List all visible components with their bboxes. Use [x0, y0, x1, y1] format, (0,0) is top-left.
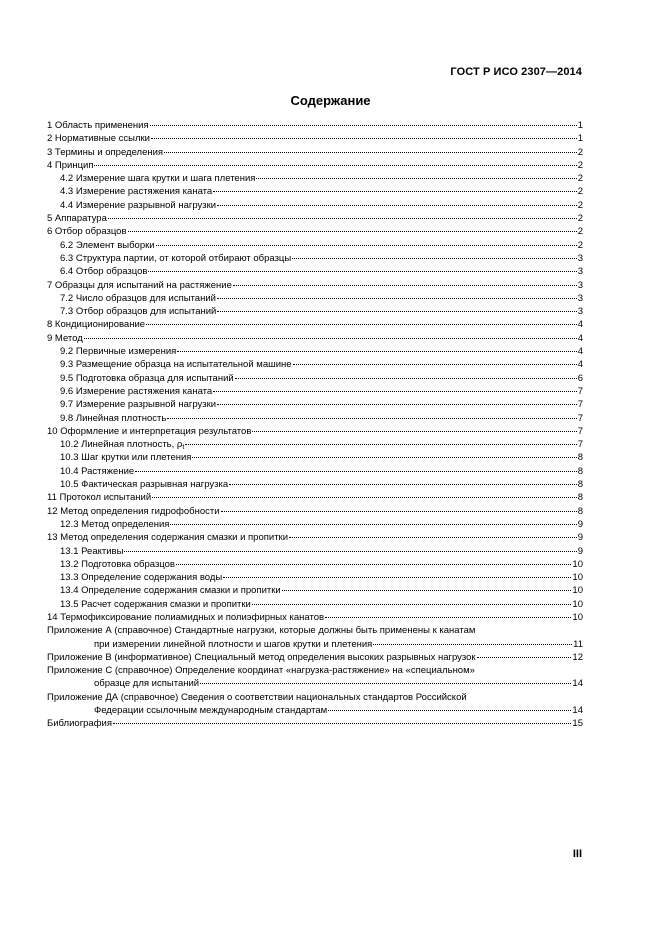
- toc-entry[interactable]: [47, 185, 583, 198]
- toc-entry-label: [47, 212, 107, 225]
- dot-leader: [233, 285, 577, 286]
- dot-leader: [128, 231, 577, 232]
- toc-entry[interactable]: [47, 598, 583, 611]
- toc-entry-text: 8 Кондиционирование: [47, 319, 146, 331]
- dot-leader: [135, 471, 577, 472]
- toc-entry[interactable]: [47, 132, 583, 145]
- toc-entry-text: 6.2 Элемент выборки: [60, 239, 155, 251]
- toc-entry[interactable]: [47, 717, 583, 730]
- toc-entry-page: 2: [577, 186, 583, 198]
- toc-entry-text: Приложение С (справочное) Определение координат «нагрузка-растяжение» на «специальном»: [47, 665, 475, 677]
- toc-entry-text: 1 Область применения: [47, 120, 149, 131]
- toc-entry[interactable]: [47, 159, 583, 172]
- dot-leader: [217, 311, 576, 312]
- toc-entry-label: [47, 159, 93, 172]
- dot-leader: [252, 431, 576, 432]
- dot-leader: [150, 125, 577, 126]
- toc-entry[interactable]: [47, 505, 583, 518]
- toc-entry-text: 6.4 Отбор образцов: [60, 266, 148, 278]
- toc-entry-label: [47, 505, 220, 518]
- toc-entry[interactable]: [47, 478, 583, 491]
- toc-entry-text: 3 Термины и определения: [47, 146, 164, 158]
- toc-entry[interactable]: [47, 225, 583, 238]
- dot-leader: [113, 723, 571, 724]
- toc-entry-text: 11 Протокол испытаний: [47, 492, 152, 504]
- toc-entry-page: 7: [577, 439, 583, 451]
- toc-entry[interactable]: [47, 279, 583, 292]
- toc-entry-label: [60, 199, 216, 212]
- toc-entry-label: [60, 584, 281, 597]
- toc-entry-label: [47, 332, 83, 345]
- toc-entry-text: 10.4 Растяжение: [60, 465, 135, 477]
- toc-entry-label: [60, 292, 216, 305]
- dot-leader: [328, 710, 571, 711]
- toc-entry-label: [60, 558, 175, 571]
- toc-entry-page: 4: [577, 346, 583, 358]
- toc-entry[interactable]: [47, 305, 583, 318]
- toc-entry[interactable]: [47, 611, 583, 624]
- toc-entry-text: 13.4 Определение содержания смазки и пропитки: [60, 585, 281, 597]
- toc-entry-label: [60, 265, 147, 278]
- toc-entry-text: Библиография: [47, 718, 112, 730]
- toc-entry-text: 4 Принцип: [47, 159, 94, 171]
- toc-entry[interactable]: [47, 425, 583, 438]
- toc-entry-page: 12: [572, 651, 583, 663]
- toc-entry-label: [60, 172, 255, 185]
- dot-leader: [229, 484, 577, 485]
- toc-entry-text: при измерении линейной плотности и шагов крутки и плетения: [94, 638, 373, 650]
- toc-entry[interactable]: [47, 265, 583, 278]
- toc-entry-page: 4: [577, 332, 583, 344]
- toc-entry-label: [47, 691, 583, 704]
- dot-leader: [94, 165, 576, 166]
- toc-entry-page: 6: [577, 372, 583, 384]
- toc-entry[interactable]: [47, 146, 583, 159]
- dot-leader: [217, 298, 577, 299]
- toc-entry-label: [47, 225, 127, 238]
- toc-entry-label: [60, 451, 191, 464]
- toc-entry-page: 14: [572, 678, 583, 690]
- dot-leader: [223, 577, 571, 578]
- toc-entry[interactable]: [47, 438, 583, 451]
- toc-entry[interactable]: [47, 239, 583, 252]
- dot-leader: [192, 457, 576, 458]
- toc-entry-page: 3: [577, 266, 583, 278]
- toc-entry-text: Приложение А (справочное) Стандартные нагрузки, которые должны быть применены к канатам: [47, 625, 476, 637]
- dot-leader: [282, 590, 572, 591]
- toc-entry[interactable]: [47, 385, 583, 398]
- toc-entry-page: 9: [577, 532, 583, 544]
- toc-entry-label: [47, 717, 112, 730]
- toc-entry[interactable]: [47, 651, 583, 664]
- toc-entry[interactable]: [47, 571, 583, 584]
- toc-entry[interactable]: [47, 691, 583, 704]
- toc-entry[interactable]: [47, 518, 583, 531]
- toc-entry-text: 9.6 Измерение растяжения каната: [60, 385, 213, 397]
- toc-entry-label: [47, 491, 151, 504]
- toc-entry-page: 8: [577, 492, 583, 504]
- toc-entry[interactable]: [47, 412, 583, 425]
- toc-entry-page: 2: [577, 159, 583, 171]
- dot-leader: [213, 191, 577, 192]
- toc-entry-text: 9.8 Линейная плотность: [60, 412, 167, 424]
- toc-entry-text: Приложение В (информативное) Специальный метод определения высоких разрывных нагрузок: [47, 651, 476, 663]
- toc-entry-page: 15: [572, 718, 583, 730]
- toc-entry-text: 7 Образцы для испытаний на растяжение: [47, 279, 232, 291]
- toc-entry[interactable]: [47, 345, 583, 358]
- toc-entry-label: [94, 638, 372, 651]
- toc-entry[interactable]: [47, 252, 583, 265]
- toc-entry-label: [60, 571, 222, 584]
- toc-entry-subscript: t: [182, 444, 185, 452]
- toc-entry-page: 3: [577, 252, 583, 264]
- toc-entry-page: 7: [577, 385, 583, 397]
- toc-entry-page: 3: [577, 292, 583, 304]
- toc-entry[interactable]: [47, 212, 583, 225]
- toc-entry-label: [60, 185, 212, 198]
- toc-entry[interactable]: [47, 372, 583, 385]
- toc-entry-label: [60, 252, 291, 265]
- dot-leader: [152, 497, 577, 498]
- dot-leader: [156, 245, 577, 246]
- toc-entry-text: 7.2 Число образцов для испытаний: [60, 292, 216, 304]
- toc-entry-page: 2: [577, 146, 583, 158]
- toc-entry-label: [60, 358, 292, 371]
- toc-entry-text: 9.5 Подготовка образца для испытаний: [60, 372, 234, 384]
- toc-entry[interactable]: [47, 451, 583, 464]
- dot-leader: [146, 324, 577, 325]
- toc-entry-page: 2: [577, 226, 583, 238]
- toc-entry-label: [60, 465, 134, 478]
- dot-leader: [292, 258, 577, 259]
- toc-entry[interactable]: [47, 332, 583, 345]
- toc-entry-text: 10.3 Шаг крутки или плетения: [60, 452, 192, 464]
- dot-leader: [217, 404, 577, 405]
- toc-entry[interactable]: [47, 638, 583, 651]
- toc-entry-text: образце для испытаний: [94, 678, 200, 690]
- toc-entry-label: [47, 132, 150, 145]
- document-code: ГОСТ Р ИСО 2307—2014: [450, 66, 582, 78]
- dot-leader: [293, 364, 577, 365]
- dot-leader: [200, 683, 571, 684]
- toc-entry-text: 10.5 Фактическая разрывная нагрузка: [60, 479, 229, 491]
- toc-entry-text: 9.7 Измерение разрывной нагрузки: [60, 399, 217, 411]
- toc-entry-page: 1: [577, 133, 583, 145]
- toc-entry[interactable]: [47, 398, 583, 411]
- toc-entry-page: 10: [572, 572, 583, 584]
- toc-entry[interactable]: [47, 677, 583, 690]
- toc-entry-label: [60, 345, 176, 358]
- dot-leader: [213, 391, 577, 392]
- dot-leader: [185, 444, 576, 445]
- page-number: III: [572, 848, 582, 860]
- toc-entry-page: 2: [577, 173, 583, 185]
- dot-leader: [84, 338, 577, 339]
- toc-entry-text: 13 Метод определения содержания смазки и пропитки: [47, 532, 289, 544]
- toc-entry-text: 9.3 Размещение образца на испытательной машине: [60, 359, 292, 371]
- toc-entry-text: 2 Нормативные ссылки: [47, 133, 150, 145]
- toc-entry[interactable]: [47, 624, 583, 637]
- toc-entry-page: 10: [572, 611, 583, 623]
- toc-entry-page: 1: [577, 120, 583, 131]
- dot-leader: [289, 537, 577, 538]
- toc-entry[interactable]: [47, 358, 583, 371]
- toc-entry-page: 4: [577, 319, 583, 331]
- toc-entry-label: [60, 412, 166, 425]
- dot-leader: [217, 205, 577, 206]
- toc-entry[interactable]: [47, 491, 583, 504]
- toc-entry-text: 4.3 Измерение растяжения каната: [60, 186, 213, 198]
- toc-entry-text: 10 Оформление и интерпретация результатов: [47, 425, 252, 437]
- toc-entry-page: 3: [577, 306, 583, 318]
- toc-entry-text: 12 Метод определения гидрофобности: [47, 505, 220, 517]
- toc-entry-page: 8: [577, 505, 583, 517]
- toc-entry-text: 13.3 Определение содержания воды: [60, 572, 223, 584]
- toc-entry-page: 4: [577, 359, 583, 371]
- dot-leader: [108, 218, 577, 219]
- toc-entry[interactable]: [47, 558, 583, 571]
- toc-entry-page: 2: [577, 239, 583, 251]
- toc-entry[interactable]: [47, 292, 583, 305]
- toc-entry-page: 9: [577, 545, 583, 557]
- toc-entry-text: 6.3 Структура партии, от которой отбирают образцы: [60, 252, 292, 264]
- table-of-contents: [47, 119, 583, 731]
- dot-leader: [151, 138, 577, 139]
- toc-entry-text: 9 Метод: [47, 332, 83, 344]
- dot-leader: [170, 524, 576, 525]
- toc-entry-text: 4.4 Измерение разрывной нагрузки: [60, 199, 217, 211]
- toc-entry-label: [47, 624, 583, 637]
- toc-entry-text: 13.1 Реактивы: [60, 545, 124, 557]
- toc-entry[interactable]: [47, 119, 583, 132]
- toc-entry-page: 8: [577, 452, 583, 464]
- dot-leader: [252, 604, 572, 605]
- toc-entry-label: [47, 611, 324, 624]
- dot-leader: [325, 617, 571, 618]
- toc-entry-label: [60, 372, 234, 385]
- dot-leader: [167, 418, 576, 419]
- dot-leader: [221, 511, 577, 512]
- toc-entry-text: 9.2 Первичные измерения: [60, 346, 177, 358]
- toc-entry-text: 12.3 Метод определения: [60, 518, 170, 530]
- toc-entry-page: 2: [577, 213, 583, 225]
- toc-entry-text: 10.2 Линейная плотность, ρ: [60, 439, 183, 451]
- toc-entry-label: [94, 677, 199, 690]
- dot-leader: [177, 351, 576, 352]
- dot-leader: [176, 564, 571, 565]
- toc-entry-page: 9: [577, 518, 583, 530]
- toc-entry-label: [60, 398, 216, 411]
- toc-entry-page: 10: [572, 558, 583, 570]
- toc-entry-label: [60, 478, 228, 491]
- toc-entry-label: [47, 318, 145, 331]
- toc-entry[interactable]: [47, 545, 583, 558]
- toc-entry-label: [60, 598, 251, 611]
- dot-leader: [373, 644, 572, 645]
- page-title: Содержание: [290, 93, 371, 108]
- toc-entry[interactable]: [47, 531, 583, 544]
- toc-entry-label: [47, 651, 476, 664]
- toc-entry-label: [47, 146, 163, 159]
- toc-entry-label: [47, 119, 149, 132]
- toc-entry-label: [60, 518, 169, 531]
- dot-leader: [477, 657, 572, 658]
- toc-entry[interactable]: [47, 465, 583, 478]
- toc-entry-label: [60, 239, 155, 252]
- dot-leader: [164, 152, 577, 153]
- toc-entry[interactable]: [47, 318, 583, 331]
- toc-entry[interactable]: [47, 172, 583, 185]
- toc-entry-label: [60, 305, 216, 318]
- dot-leader: [256, 178, 576, 179]
- toc-entry-label: [60, 545, 123, 558]
- toc-entry-label: [94, 704, 327, 717]
- toc-entry-text: 6 Отбор образцов: [47, 226, 127, 238]
- toc-entry-text: 13.2 Подготовка образцов: [60, 558, 175, 570]
- toc-entry-label: [47, 425, 251, 438]
- toc-entry-page: 14: [572, 705, 583, 717]
- toc-entry-page: 8: [577, 465, 583, 477]
- toc-entry-page: 8: [577, 479, 583, 491]
- toc-entry-text: 14 Термофиксирование полиамидных и полиэфирных канатов: [47, 611, 325, 623]
- toc-entry-text: Федерации ссылочным международным стандартам: [94, 705, 328, 717]
- toc-entry-page: 7: [577, 412, 583, 424]
- toc-entry-page: 7: [577, 399, 583, 411]
- toc-entry-page: 2: [577, 199, 583, 211]
- toc-entry-label: [47, 279, 232, 292]
- toc-entry[interactable]: [47, 199, 583, 212]
- toc-entry[interactable]: [47, 664, 583, 677]
- toc-entry-label: [60, 438, 184, 452]
- toc-entry[interactable]: [47, 584, 583, 597]
- toc-entry-page: 11: [573, 638, 583, 650]
- toc-entry-text: 4.2 Измерение шага крутки и шага плетения: [60, 173, 256, 185]
- dot-leader: [148, 271, 576, 272]
- dot-leader: [235, 378, 577, 379]
- toc-entry-label: [60, 385, 212, 398]
- toc-entry-label: [47, 531, 288, 544]
- toc-entry[interactable]: [47, 704, 583, 717]
- toc-entry-page: 10: [572, 585, 583, 597]
- toc-entry-page: 10: [572, 598, 583, 610]
- toc-entry-label: [47, 664, 583, 677]
- toc-entry-text: Приложение ДА (справочное) Сведения о соответствии национальных стандартов Российской: [47, 691, 467, 703]
- toc-entry-page: 3: [577, 279, 583, 291]
- toc-entry-text: 13.5 Расчет содержания смазки и пропитки: [60, 598, 251, 610]
- toc-entry-text: 7.3 Отбор образцов для испытаний: [60, 306, 217, 318]
- dot-leader: [124, 551, 576, 552]
- toc-entry-text: 5 Аппаратура: [47, 213, 107, 225]
- toc-entry-page: 7: [577, 425, 583, 437]
